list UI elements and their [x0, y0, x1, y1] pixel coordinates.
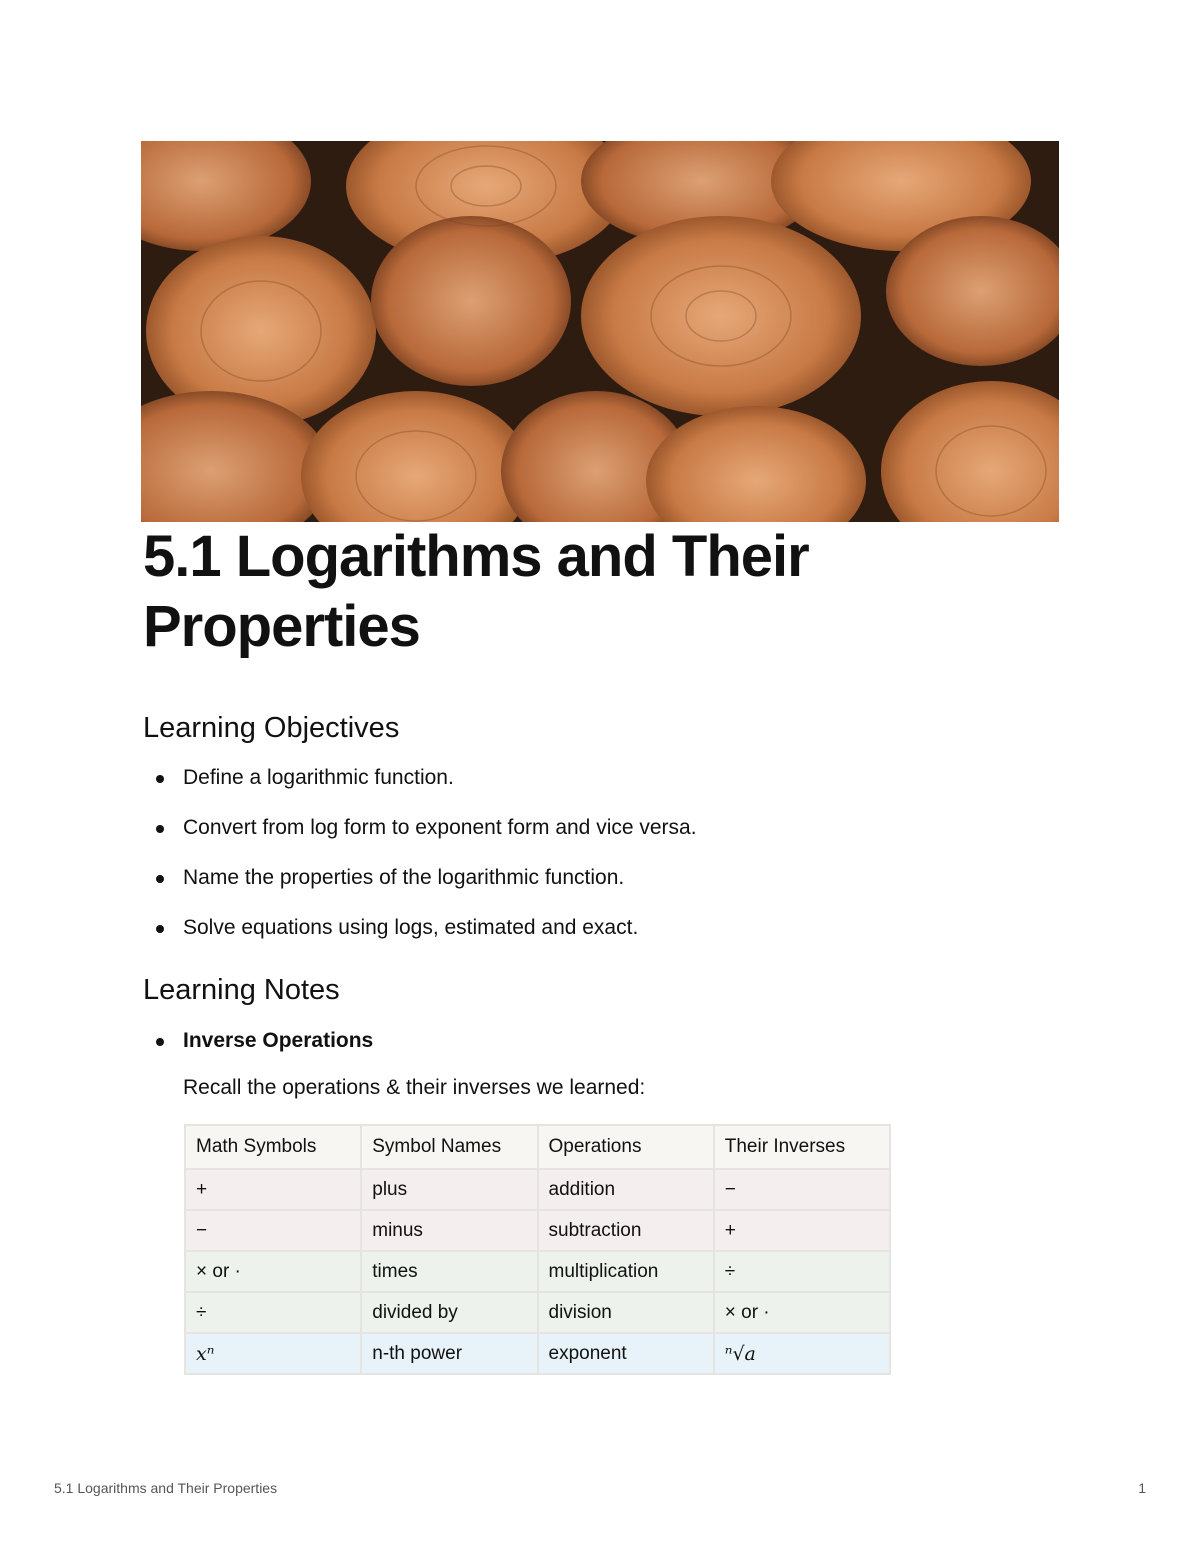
- column-header: Symbol Names: [361, 1125, 537, 1169]
- table-cell-math: xⁿ: [185, 1333, 361, 1374]
- table-cell: ÷: [185, 1292, 361, 1333]
- table-cell: multiplication: [538, 1251, 714, 1292]
- learning-objectives-list: [143, 763, 1043, 963]
- table-cell: subtraction: [538, 1210, 714, 1251]
- learning-notes-list: [143, 1026, 1043, 1076]
- column-header: Their Inverses: [714, 1125, 890, 1169]
- operations-table: [184, 1124, 891, 1375]
- table-cell: plus: [361, 1169, 537, 1210]
- table-cell-math: ⁿ√a: [714, 1333, 890, 1374]
- list-item: Solve equations using logs, estimated and exact.: [143, 913, 1043, 963]
- cover-image: [141, 141, 1059, 522]
- table-cell: n-th power: [361, 1333, 537, 1374]
- table-cell: minus: [361, 1210, 537, 1251]
- list-item-inverse-operations: Inverse Operations: [143, 1026, 1043, 1076]
- learning-objectives-heading: Learning Objectives: [143, 712, 400, 744]
- footer-document-title: 5.1 Logarithms and Their Properties: [54, 1480, 278, 1496]
- learning-notes-heading: Learning Notes: [143, 974, 340, 1006]
- table-row: [185, 1251, 890, 1292]
- table-row: [185, 1333, 890, 1374]
- table-cell: addition: [538, 1169, 714, 1210]
- table-cell: division: [538, 1292, 714, 1333]
- table-row: [185, 1169, 890, 1210]
- table-cell: times: [361, 1251, 537, 1292]
- firewood-logs-image: [141, 141, 1059, 522]
- page-number: 1: [1138, 1480, 1146, 1496]
- table-cell: ÷: [714, 1251, 890, 1292]
- list-item: Name the properties of the logarithmic function.: [143, 863, 1043, 913]
- table-cell: −: [714, 1169, 890, 1210]
- table-row: [185, 1210, 890, 1251]
- column-header: Operations: [538, 1125, 714, 1169]
- list-item: Define a logarithmic function.: [143, 763, 1043, 813]
- table-cell: divided by: [361, 1292, 537, 1333]
- table-cell: −: [185, 1210, 361, 1251]
- table-cell: × or ·: [714, 1292, 890, 1333]
- table-cell: exponent: [538, 1333, 714, 1374]
- table-header-row: [185, 1125, 890, 1169]
- recall-text: Recall the operations & their inverses we learned:: [183, 1076, 646, 1099]
- table-cell: × or ·: [185, 1251, 361, 1292]
- column-header: Math Symbols: [185, 1125, 361, 1169]
- list-item: Convert from log form to exponent form and vice versa.: [143, 813, 1043, 863]
- table-row: [185, 1292, 890, 1333]
- table-cell: +: [714, 1210, 890, 1251]
- table-cell: +: [185, 1169, 361, 1210]
- page-title: 5.1 Logarithms and Their Properties: [143, 524, 809, 659]
